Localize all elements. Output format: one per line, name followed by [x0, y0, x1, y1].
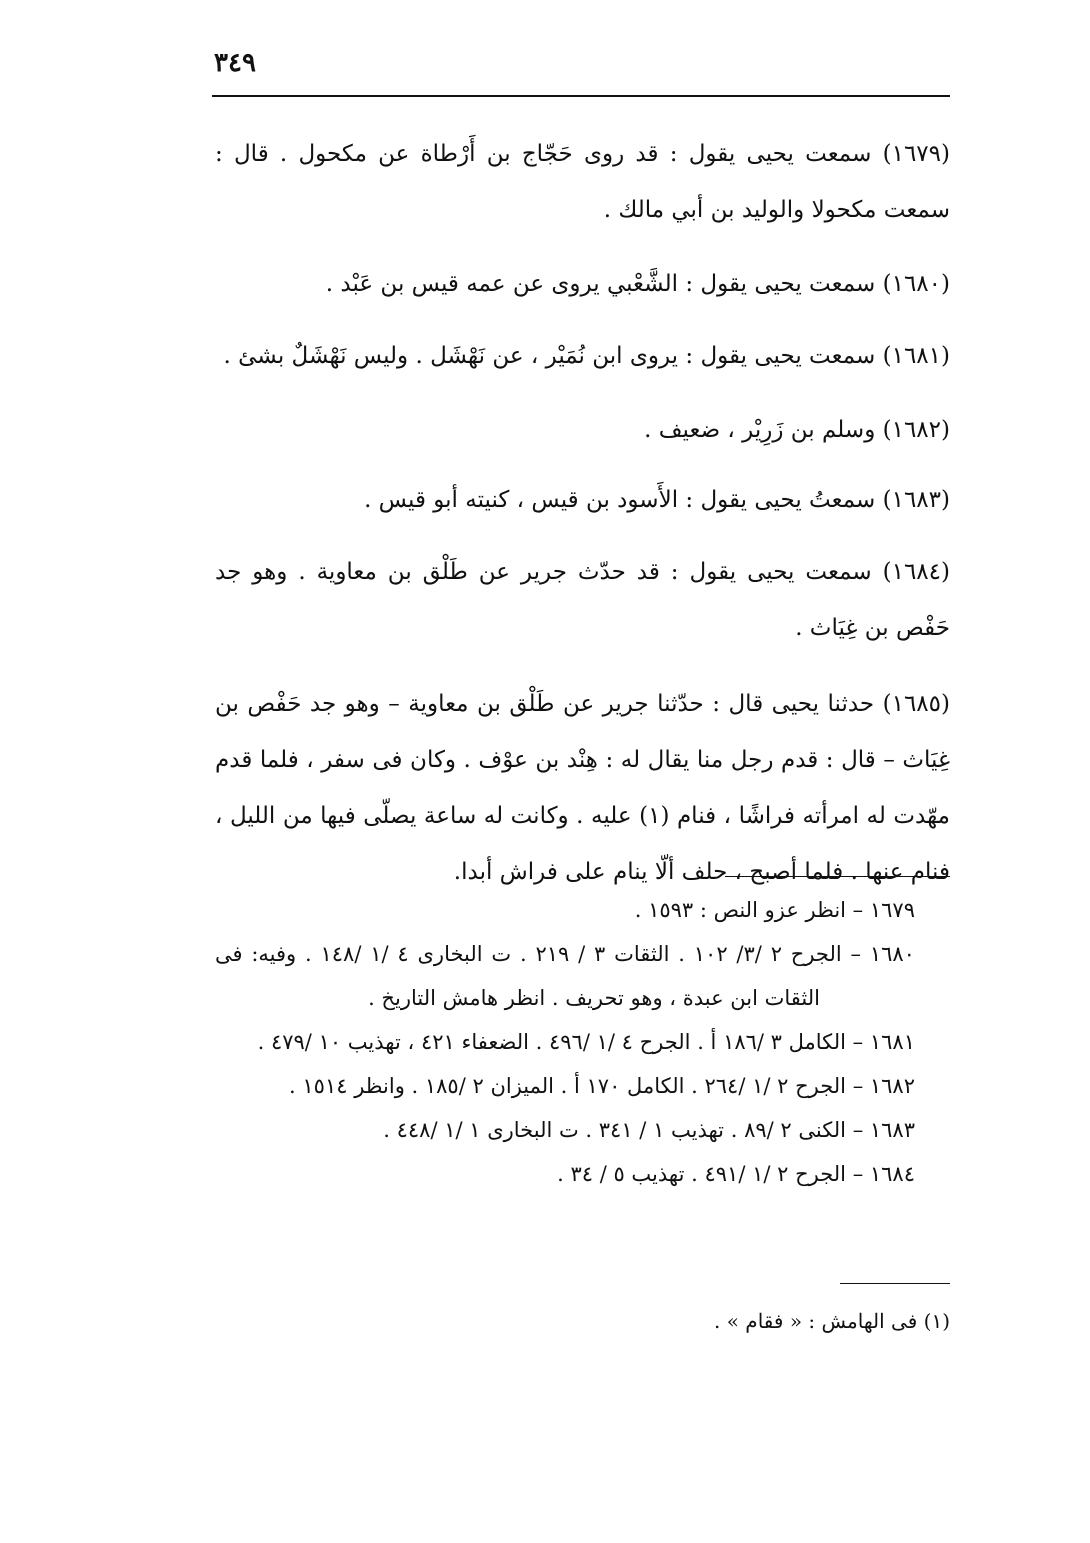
entry-1680: (١٦٨٠) سمعت يحيى يقول : الشَّعْبي يروى عن عمه قيس بن عَبْد . [325, 271, 950, 297]
reference-1679: ١٦٧٩ – انظر عزو النص : ١٥٩٣ . [634, 898, 915, 922]
reference-1682: ١٦٨٢ – الجرح ٢ /١ /٢٦٤ . الكامل ١٧٠ أ . الميزان ٢ /١٨٥ . وانظر ١٥١٤ . [289, 1074, 915, 1098]
references-list [215, 888, 915, 1196]
reference-1681: ١٦٨١ – الكامل ٣ /١٨٦ أ . الجرح ٤ /١ /٤٩٦ . الضعفاء ٤٢١ ، تهذيب ١٠ /٤٧٩ . [257, 1030, 915, 1054]
entry-1682: (١٦٨٢) وسلم بن زَرِيْر ، ضعيف . [644, 417, 950, 443]
reference-1683: ١٦٨٣ – الكنى ٢ /٨٩ . تهذيب ١ / ٣٤١ . ت البخارى ١ /١ /٤٤٨ . [383, 1118, 915, 1142]
reference-1680: ١٦٨٠ – الجرح ٢ /٣/ ١٠٢ . الثقات ٣ / ٢١٩ . ت البخارى ٤ /١ /١٤٨ . وفيه: فى الثقات ابن عبدة ، وهو تحريف . انظر هامش التاريخ . [215, 942, 915, 1010]
entry-1679: (١٦٧٩) سمعت يحيى يقول : قد روى حَجّاج بن أَرْطاة عن مكحول . قال : سمعت مكحولا والوليد بن أبي مالك . [215, 141, 950, 223]
main-text [215, 126, 950, 920]
header-rule [212, 95, 950, 97]
references-rule [725, 876, 950, 877]
footnote-rule [840, 1283, 950, 1284]
footnote: (١) فى الهامش : « فقام » . [714, 1309, 950, 1333]
entry-1683: (١٦٨٣) سمعتُ يحيى يقول : الأَسود بن قيس ، كنيته أبو قيس . [364, 487, 950, 513]
page-number: ٣٤٩ [214, 48, 256, 78]
entry-1681: (١٦٨١) سمعت يحيى يقول : يروى ابن نُمَيْر ، عن نَهْشَل . وليس نَهْشَلٌ بشئ . [223, 343, 950, 369]
entry-1685: (١٦٨٥) حدثنا يحيى قال : حدّثنا جرير عن طَلْق بن معاوية – وهو جد حَفْص بن غِيَاث – قال : قدم رجل منا يقال له : هِنْد بن عوْف . وكان فى سفر ، فلما قدم مهّدت له امرأته فراشًا ، فنام (١) عليه . وكانت له ساعة يصلّى فيها من الليل ، فنام عنها . فلما أصبح ، حلف ألّا ينام على فراش أبدا. [215, 691, 950, 885]
reference-1684: ١٦٨٤ – الجرح ٢ /١ /٤٩١ . تهذيب ٥ / ٣٤ . [557, 1162, 915, 1186]
entry-1684: (١٦٨٤) سمعت يحيى يقول : قد حدّث جرير عن طَلْق بن معاوية . وهو جد حَفْص بن غِيَاث . [215, 559, 950, 641]
